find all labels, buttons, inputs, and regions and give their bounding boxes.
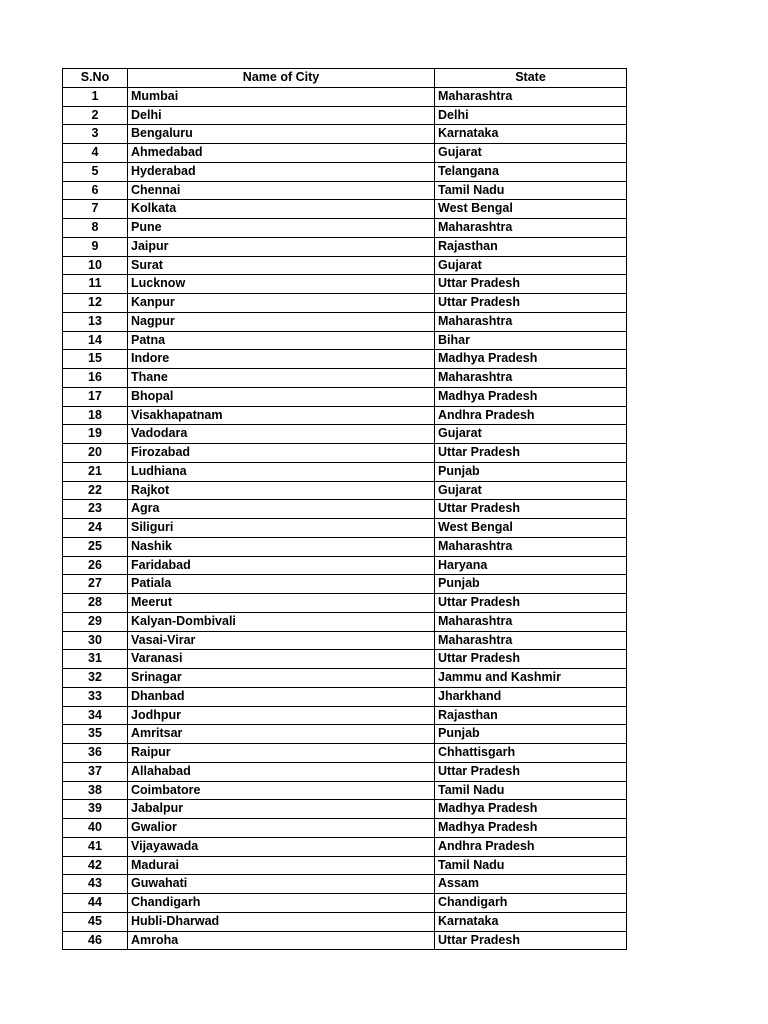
table-row (63, 931, 627, 950)
cell-sno: 36 (63, 744, 128, 763)
cell-city: Visakhapatnam (128, 406, 435, 425)
cell-state: Madhya Pradesh (435, 819, 627, 838)
cell-sno: 13 (63, 312, 128, 331)
cell-sno: 2 (63, 106, 128, 125)
cell-city: Rajkot (128, 481, 435, 500)
cell-city: Lucknow (128, 275, 435, 294)
cell-city: Patna (128, 331, 435, 350)
cell-city: Delhi (128, 106, 435, 125)
cell-sno: 39 (63, 800, 128, 819)
cell-sno: 35 (63, 725, 128, 744)
cell-sno: 20 (63, 444, 128, 463)
cell-city: Jodhpur (128, 706, 435, 725)
cell-city: Agra (128, 500, 435, 519)
cell-sno: 3 (63, 125, 128, 144)
cell-city: Pune (128, 219, 435, 238)
table-row (63, 312, 627, 331)
cell-state: Chhattisgarh (435, 744, 627, 763)
cell-sno: 6 (63, 181, 128, 200)
cell-sno: 12 (63, 294, 128, 313)
cell-state: Madhya Pradesh (435, 800, 627, 819)
table-row (63, 781, 627, 800)
cell-state: Punjab (435, 575, 627, 594)
cell-state: Gujarat (435, 425, 627, 444)
table-row (63, 500, 627, 519)
cell-sno: 16 (63, 369, 128, 388)
cell-state: Haryana (435, 556, 627, 575)
cell-state: Uttar Pradesh (435, 275, 627, 294)
cell-sno: 29 (63, 612, 128, 631)
cell-city: Kalyan-Dombivali (128, 612, 435, 631)
cell-sno: 21 (63, 462, 128, 481)
cell-city: Srinagar (128, 669, 435, 688)
table-row (63, 894, 627, 913)
cell-sno: 37 (63, 762, 128, 781)
cell-state: Gujarat (435, 144, 627, 163)
cell-city: Jabalpur (128, 800, 435, 819)
cell-city: Kolkata (128, 200, 435, 219)
cell-city: Nashik (128, 537, 435, 556)
cell-city: Allahabad (128, 762, 435, 781)
cell-city: Amroha (128, 931, 435, 950)
table-row (63, 762, 627, 781)
table-row (63, 369, 627, 388)
table-row (63, 106, 627, 125)
cell-sno: 23 (63, 500, 128, 519)
cell-city: Hubli-Dharwad (128, 912, 435, 931)
cell-sno: 22 (63, 481, 128, 500)
cell-state: Gujarat (435, 256, 627, 275)
cell-state: Uttar Pradesh (435, 294, 627, 313)
cell-sno: 38 (63, 781, 128, 800)
cell-state: Rajasthan (435, 706, 627, 725)
cell-state: Tamil Nadu (435, 181, 627, 200)
table-row (63, 575, 627, 594)
cell-state: Chandigarh (435, 894, 627, 913)
cell-state: Maharashtra (435, 87, 627, 106)
cell-sno: 46 (63, 931, 128, 950)
table-row (63, 425, 627, 444)
table-row (63, 631, 627, 650)
cell-state: Uttar Pradesh (435, 762, 627, 781)
cell-sno: 17 (63, 387, 128, 406)
cell-sno: 19 (63, 425, 128, 444)
cell-state: Madhya Pradesh (435, 387, 627, 406)
header-row (63, 69, 627, 88)
cell-sno: 28 (63, 594, 128, 613)
cell-state: Karnataka (435, 912, 627, 931)
cell-state: Punjab (435, 725, 627, 744)
cell-sno: 26 (63, 556, 128, 575)
cell-sno: 15 (63, 350, 128, 369)
table-row (63, 875, 627, 894)
cell-city: Patiala (128, 575, 435, 594)
table-row (63, 144, 627, 163)
cell-city: Madurai (128, 856, 435, 875)
table-row (63, 444, 627, 463)
cell-sno: 32 (63, 669, 128, 688)
table-row (63, 912, 627, 931)
cell-city: Bhopal (128, 387, 435, 406)
cell-state: Jammu and Kashmir (435, 669, 627, 688)
cell-sno: 5 (63, 162, 128, 181)
cell-sno: 18 (63, 406, 128, 425)
table-row (63, 294, 627, 313)
cell-state: Tamil Nadu (435, 856, 627, 875)
cell-state: Maharashtra (435, 219, 627, 238)
table-row (63, 706, 627, 725)
cell-state: Maharashtra (435, 369, 627, 388)
header-state: State (435, 69, 627, 88)
cell-sno: 14 (63, 331, 128, 350)
table-row (63, 387, 627, 406)
table-row (63, 406, 627, 425)
cell-state: Uttar Pradesh (435, 650, 627, 669)
cell-sno: 9 (63, 237, 128, 256)
cell-state: Uttar Pradesh (435, 444, 627, 463)
cell-city: Surat (128, 256, 435, 275)
cell-city: Hyderabad (128, 162, 435, 181)
table-row (63, 200, 627, 219)
cell-city: Chandigarh (128, 894, 435, 913)
cell-city: Bengaluru (128, 125, 435, 144)
cell-city: Thane (128, 369, 435, 388)
cell-state: Tamil Nadu (435, 781, 627, 800)
cell-sno: 44 (63, 894, 128, 913)
cell-sno: 43 (63, 875, 128, 894)
table-row (63, 275, 627, 294)
cell-state: Telangana (435, 162, 627, 181)
cell-state: Delhi (435, 106, 627, 125)
cell-city: Vijayawada (128, 837, 435, 856)
table-row (63, 87, 627, 106)
cell-state: Jharkhand (435, 687, 627, 706)
cell-sno: 45 (63, 912, 128, 931)
cell-sno: 30 (63, 631, 128, 650)
cell-city: Gwalior (128, 819, 435, 838)
cell-sno: 33 (63, 687, 128, 706)
table-row (63, 462, 627, 481)
cell-state: Punjab (435, 462, 627, 481)
cell-state: Madhya Pradesh (435, 350, 627, 369)
cell-state: Bihar (435, 331, 627, 350)
table-row (63, 819, 627, 838)
cell-city: Jaipur (128, 237, 435, 256)
table-row (63, 837, 627, 856)
cell-city: Guwahati (128, 875, 435, 894)
cell-state: Andhra Pradesh (435, 837, 627, 856)
cell-state: Uttar Pradesh (435, 594, 627, 613)
cell-sno: 10 (63, 256, 128, 275)
cell-city: Siliguri (128, 519, 435, 538)
cell-state: West Bengal (435, 519, 627, 538)
table-row (63, 219, 627, 238)
cell-sno: 7 (63, 200, 128, 219)
cell-city: Varanasi (128, 650, 435, 669)
cell-city: Dhanbad (128, 687, 435, 706)
cell-sno: 11 (63, 275, 128, 294)
cell-city: Vasai-Virar (128, 631, 435, 650)
table-row (63, 669, 627, 688)
cell-city: Amritsar (128, 725, 435, 744)
cell-state: Uttar Pradesh (435, 931, 627, 950)
cell-sno: 25 (63, 537, 128, 556)
table-row (63, 256, 627, 275)
cell-sno: 1 (63, 87, 128, 106)
table-row (63, 612, 627, 631)
table-row (63, 162, 627, 181)
table-row (63, 744, 627, 763)
cell-city: Faridabad (128, 556, 435, 575)
table-row (63, 350, 627, 369)
cell-city: Chennai (128, 181, 435, 200)
table-row (63, 800, 627, 819)
cell-state: Andhra Pradesh (435, 406, 627, 425)
table-row (63, 594, 627, 613)
cell-sno: 4 (63, 144, 128, 163)
cell-city: Kanpur (128, 294, 435, 313)
cell-city: Nagpur (128, 312, 435, 331)
table-row (63, 481, 627, 500)
table-row (63, 519, 627, 538)
cell-sno: 27 (63, 575, 128, 594)
cell-city: Ludhiana (128, 462, 435, 481)
cell-state: Karnataka (435, 125, 627, 144)
table-row (63, 125, 627, 144)
cell-state: Rajasthan (435, 237, 627, 256)
city-table (62, 68, 627, 950)
cell-sno: 31 (63, 650, 128, 669)
table-row (63, 556, 627, 575)
cell-city: Firozabad (128, 444, 435, 463)
table-row (63, 181, 627, 200)
cell-city: Coimbatore (128, 781, 435, 800)
cell-state: Maharashtra (435, 631, 627, 650)
cell-sno: 24 (63, 519, 128, 538)
cell-state: Uttar Pradesh (435, 500, 627, 519)
table-row (63, 725, 627, 744)
cell-state: Assam (435, 875, 627, 894)
cell-state: Maharashtra (435, 612, 627, 631)
cell-sno: 41 (63, 837, 128, 856)
cell-city: Ahmedabad (128, 144, 435, 163)
cell-city: Mumbai (128, 87, 435, 106)
table-row (63, 687, 627, 706)
table-row (63, 331, 627, 350)
cell-city: Meerut (128, 594, 435, 613)
cell-state: Maharashtra (435, 537, 627, 556)
cell-sno: 42 (63, 856, 128, 875)
table-row (63, 856, 627, 875)
cell-sno: 34 (63, 706, 128, 725)
cell-state: Gujarat (435, 481, 627, 500)
cell-state: Maharashtra (435, 312, 627, 331)
table-row (63, 537, 627, 556)
table-row (63, 237, 627, 256)
cell-city: Vadodara (128, 425, 435, 444)
header-city: Name of City (128, 69, 435, 88)
cell-sno: 8 (63, 219, 128, 238)
cell-city: Indore (128, 350, 435, 369)
table-row (63, 650, 627, 669)
header-sno: S.No (63, 69, 128, 88)
cell-sno: 40 (63, 819, 128, 838)
cell-state: West Bengal (435, 200, 627, 219)
cell-city: Raipur (128, 744, 435, 763)
